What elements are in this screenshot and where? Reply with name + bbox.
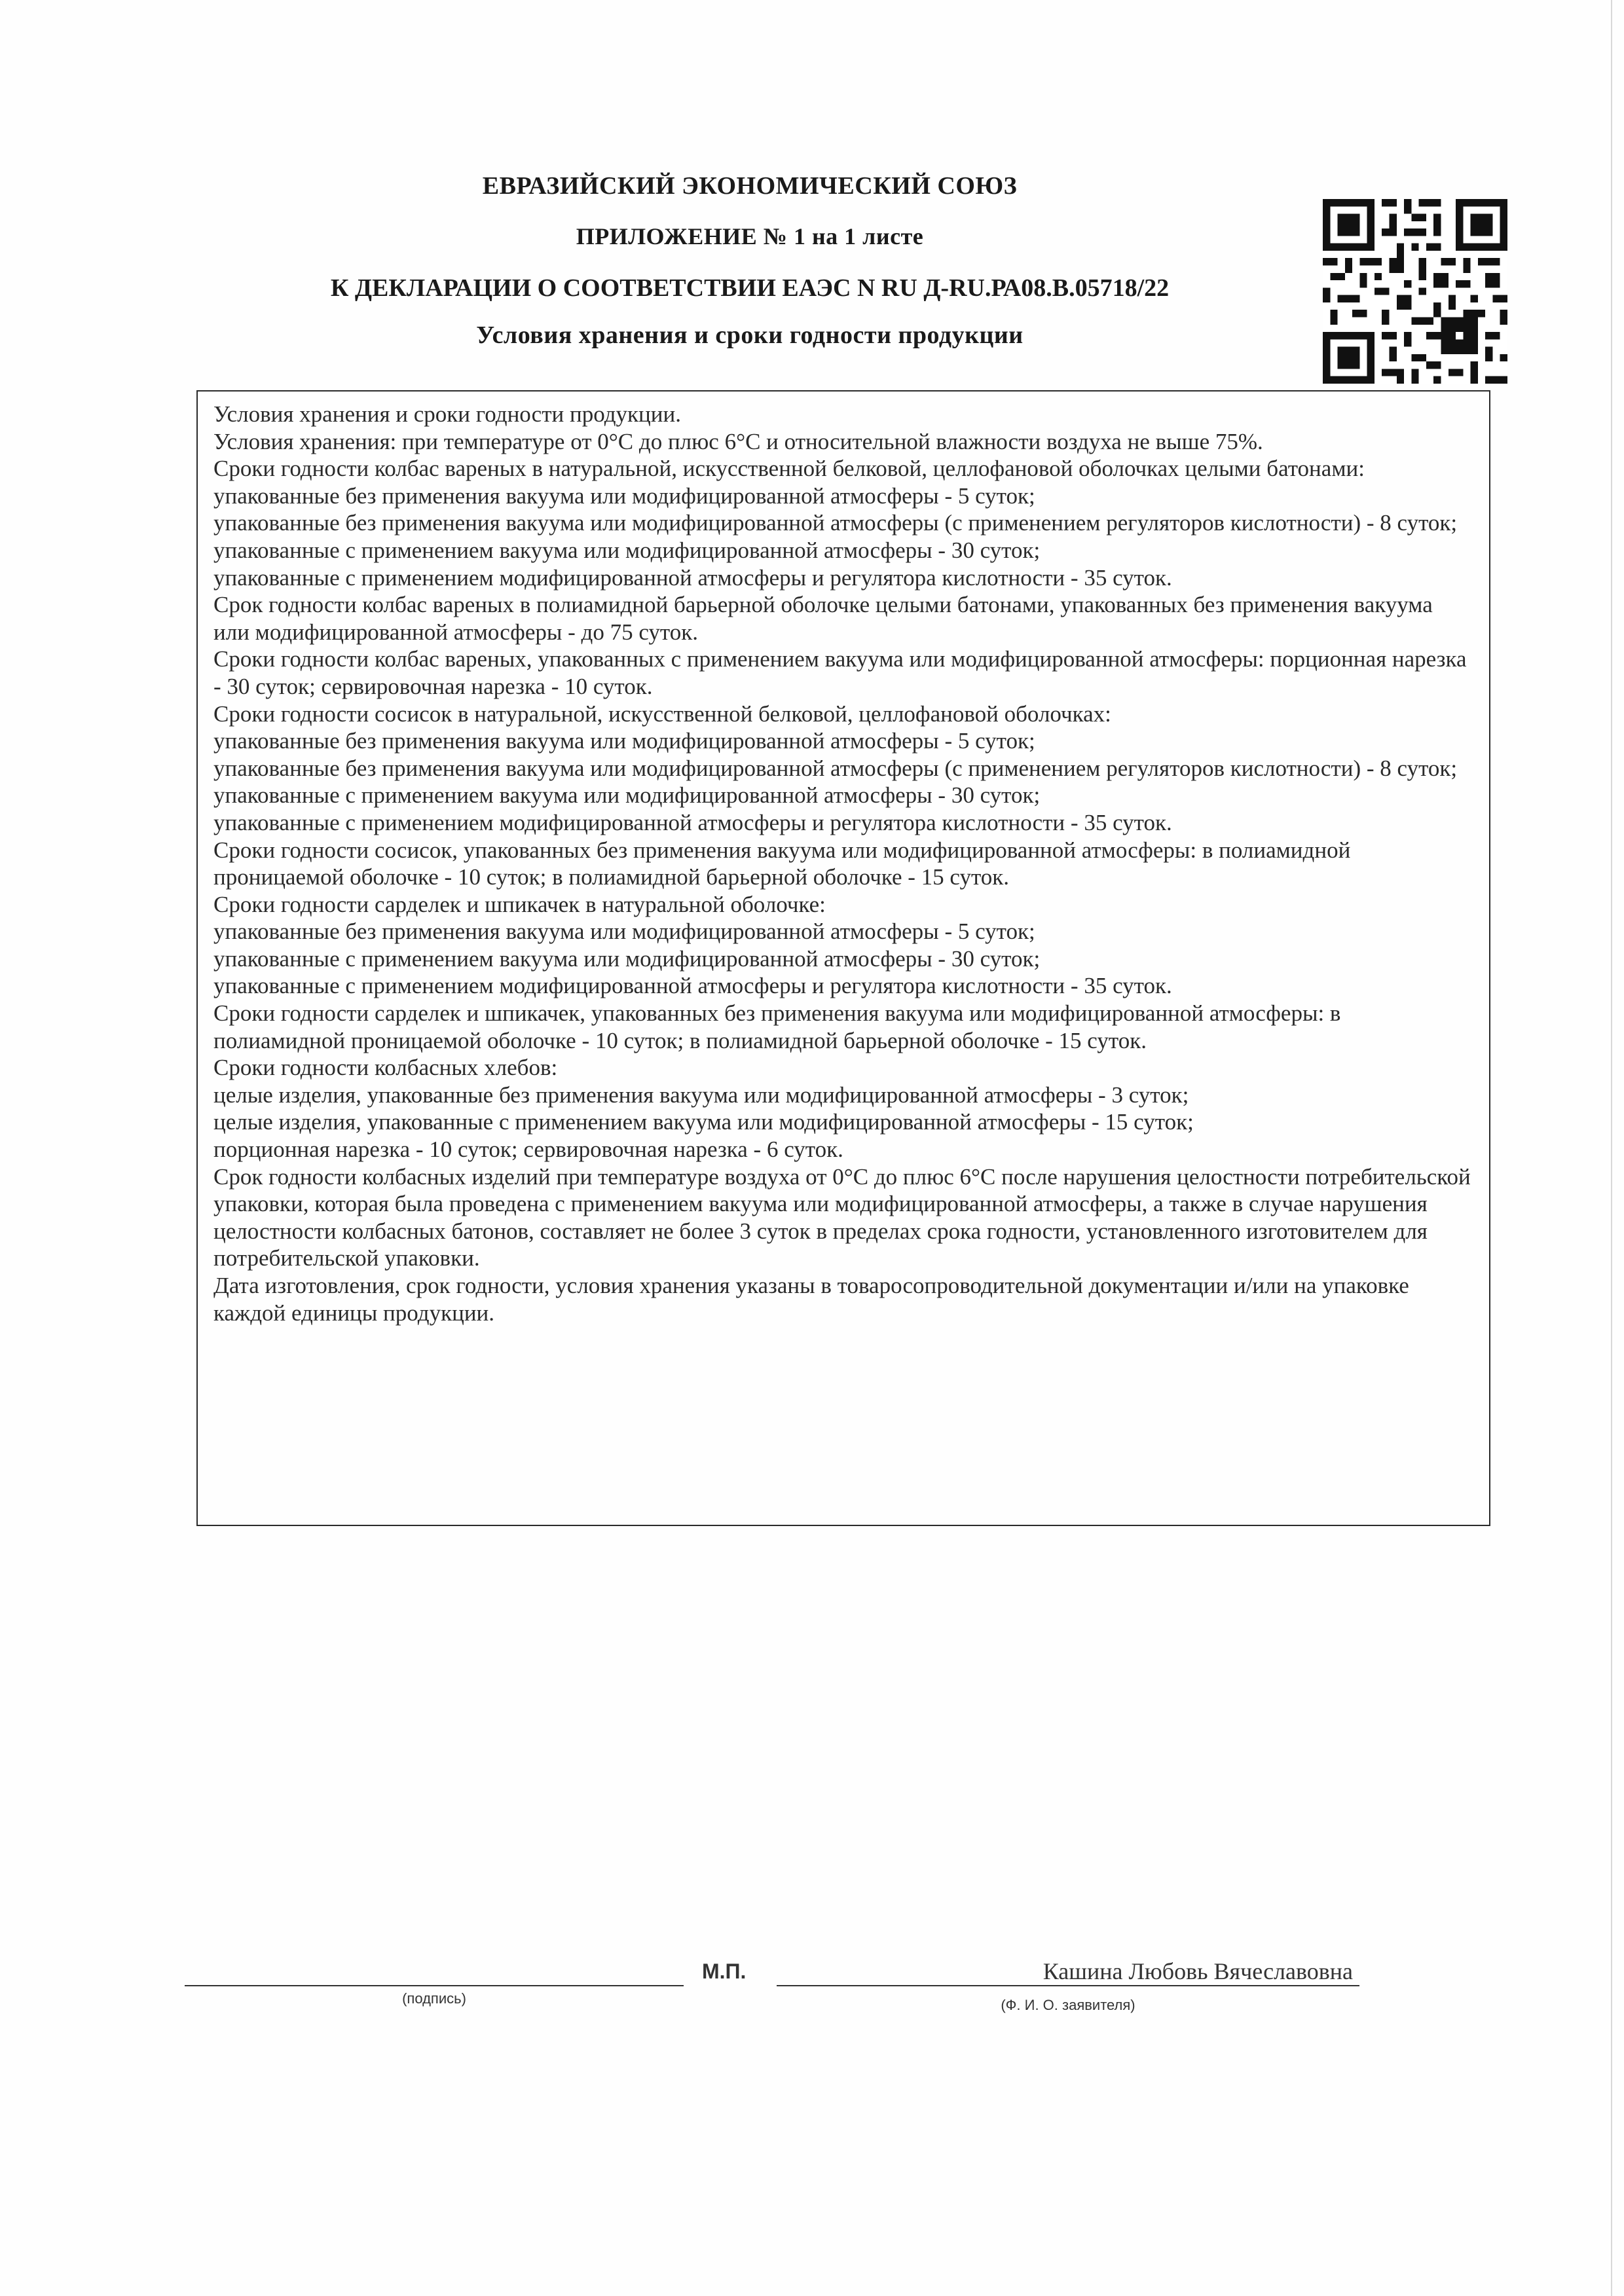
- paragraph: порционная нарезка - 10 суток; сервировочная нарезка - 6 суток.: [213, 1137, 843, 1163]
- paragraph: упакованные с применением вакуума или модифицированной атмосферы - 30 суток;: [213, 537, 1041, 563]
- paragraph: Сроки годности колбас вареных в натуральной, искусственной белковой, целлофановой оболочках целыми батонами:: [213, 456, 1365, 482]
- paragraph: Срок годности колбасных изделий при температуре воздуха от 0°С до плюс 6°С после нарушения целостности потребительской упаковки, которая была проведена с применением вакуума или модифицированной атмосферы, а также в случае нарушения целостности колбасных батонов, составляет не более 3 суток в пределах срока годности, установленного изготовителем для потребительской упаковки.: [213, 1163, 1471, 1271]
- paragraph: упакованные с применением вакуума или модифицированной атмосферы - 30 суток;: [213, 782, 1041, 809]
- paragraph: Условия хранения: при температуре от 0°С до плюс 6°С и относительной влажности воздуха не выше 75%.: [213, 428, 1263, 454]
- paragraph: Срок годности колбас вареных в полиамидной барьерной оболочке целыми батонами, упакованных без применения вакуума или модифицированной атмосферы - до 75 суток.: [213, 592, 1433, 645]
- paragraph: упакованные с применением модифицированной атмосферы и регулятора кислотности - 35 суток.: [213, 564, 1172, 591]
- paragraph: Сроки годности сарделек и шпикачек в натуральной оболочке:: [213, 891, 826, 917]
- paragraph: упакованные без применения вакуума или модифицированной атмосферы - 5 суток;: [213, 483, 1035, 509]
- paragraph: Сроки годности сосисок в натуральной, искусственной белковой, целлофановой оболочках:: [213, 701, 1111, 727]
- signature-line: [185, 1985, 684, 1986]
- paragraph: упакованные без применения вакуума или модифицированной атмосферы - 5 суток;: [213, 728, 1035, 754]
- section-title: Условия хранения и сроки годности продукции: [476, 321, 1024, 349]
- paragraph: упакованные с применением модифицированной атмосферы и регулятора кислотности - 35 суток.: [213, 973, 1172, 999]
- applicant-name: Кашина Любовь Вячеславовна: [1043, 1958, 1353, 1984]
- paragraph: упакованные без применения вакуума или модифицированной атмосферы - 5 суток;: [213, 919, 1035, 945]
- applicant-name-line: [777, 1985, 1359, 1986]
- paragraph: Условия хранения и сроки годности продукции.: [213, 401, 681, 427]
- paragraph: упакованные без применения вакуума или модифицированной атмосферы (с применением регуляторов кислотности) - 8 суток;: [213, 510, 1458, 536]
- paragraph: целые изделия, упакованные без применения вакуума или модифицированной атмосферы - 3 суток;: [213, 1082, 1189, 1108]
- union-title: ЕВРАЗИЙСКИЙ ЭКОНОМИЧЕСКИЙ СОЮЗ: [482, 172, 1018, 200]
- paragraph: Дата изготовления, срок годности, условия хранения указаны в товаросопроводительной документации и/или на упаковке каждой единицы продукции.: [213, 1273, 1409, 1326]
- stamp-place-label: М.П.: [702, 1959, 747, 1983]
- paragraph: упакованные без применения вакуума или модифицированной атмосферы (с применением регуляторов кислотности) - 8 суток;: [213, 755, 1458, 781]
- storage-conditions-box: [196, 390, 1490, 1526]
- paragraph: Сроки годности колбасных хлебов:: [213, 1055, 558, 1081]
- paragraph: упакованные с применением вакуума или модифицированной атмосферы - 30 суток;: [213, 945, 1041, 972]
- scan-edge: [1611, 0, 1612, 2296]
- paragraph: Сроки годности сарделек и шпикачек, упакованных без применения вакуума или модифицированной атмосферы: в полиамидной проницаемой оболочке - 10 суток; в полиамидной барьерной оболочке - 15 суток.: [213, 1000, 1341, 1053]
- paragraph: упакованные с применением модифицированной атмосферы и регулятора кислотности - 35 суток.: [213, 809, 1172, 835]
- appendix-title: ПРИЛОЖЕНИЕ № 1 на 1 листе: [576, 223, 924, 249]
- paragraph: целые изделия, упакованные с применением вакуума или модифицированной атмосферы - 15 суток;: [213, 1109, 1194, 1135]
- paragraph: Сроки годности колбас вареных, упакованных с применением вакуума или модифицированной атмосферы: порционная нарезка - 30 суток; сервировочная нарезка - 10 суток.: [213, 646, 1467, 699]
- paragraph: Сроки годности сосисок, упакованных без применения вакуума или модифицированной атмосферы: в полиамидной проницаемой оболочке - 10 суток; в полиамидной барьерной оболочке - 15 суток.: [213, 837, 1351, 890]
- signature-caption: (подпись): [402, 1990, 466, 2007]
- declaration-title: К ДЕКЛАРАЦИИ О СООТВЕТСТВИИ ЕАЭС N RU Д-RU.РА08.В.05718/22: [330, 274, 1170, 302]
- qr-code-icon: [1323, 196, 1507, 386]
- applicant-caption: (Ф. И. О. заявителя): [1001, 1997, 1135, 2013]
